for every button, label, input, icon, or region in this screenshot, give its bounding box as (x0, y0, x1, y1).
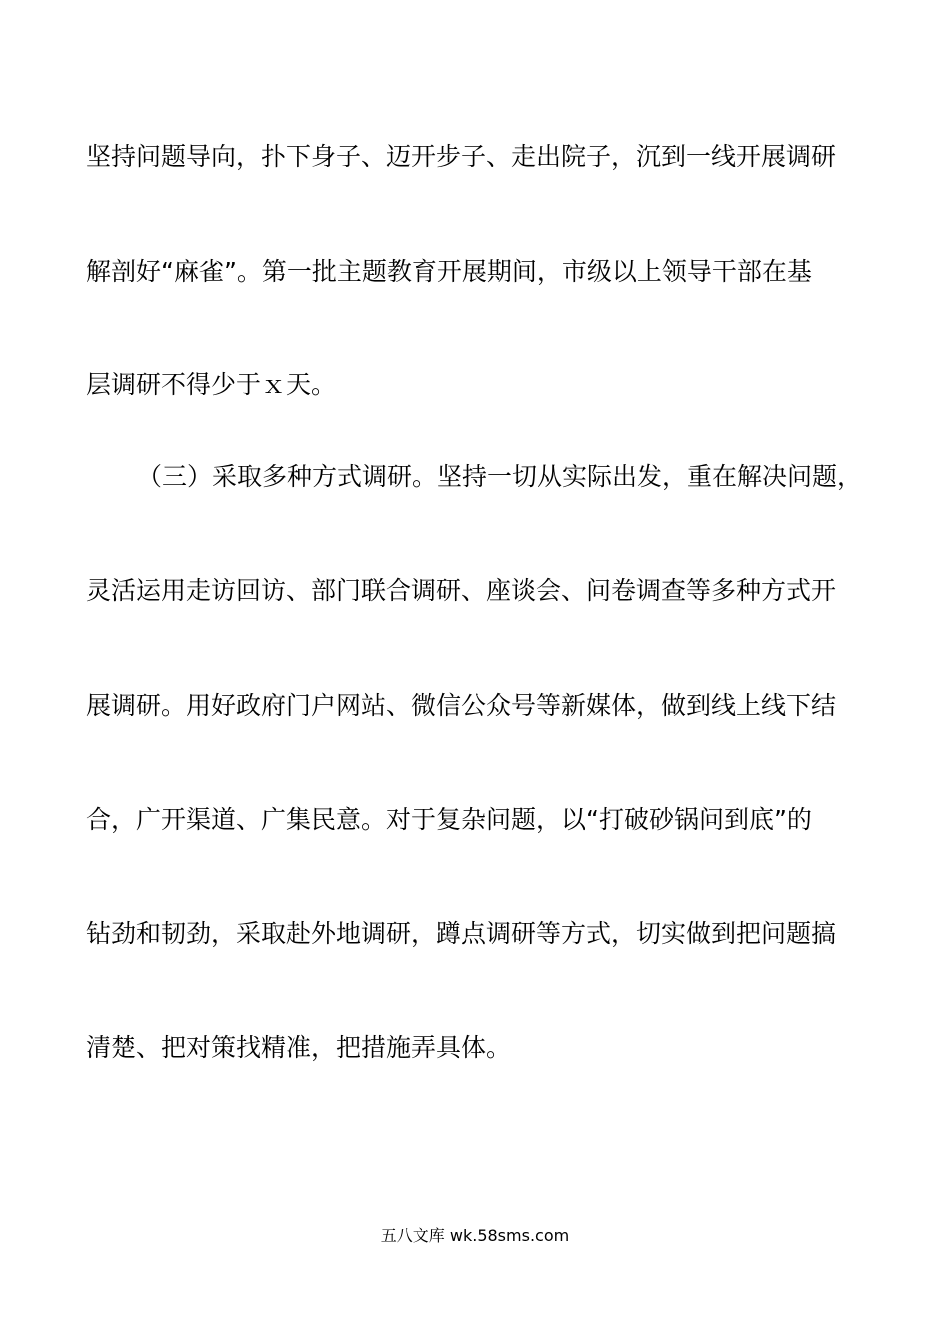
body-text-line: 解剖好“麻雀”。第一批主题教育开展期间，市级以上领导干部在基 (86, 257, 812, 286)
body-text-line: 清楚、把对策找精准，把措施弄具体。 (86, 1033, 512, 1062)
body-text-line: 灵活运用走访回访、部门联合调研、座谈会、问卷调查等多种方式开 (86, 576, 837, 605)
page-footer: 五八文库 wk.58sms.com (380, 1226, 570, 1245)
body-text-line: 层调研不得少于ｘ天。 (86, 370, 337, 399)
body-text-line: 合，广开渠道、广集民意。对于复杂问题，以“打破砂锅问到底”的 (86, 805, 812, 834)
body-text-line: 展调研。用好政府门户网站、微信公众号等新媒体，做到线上线下结 (86, 691, 837, 720)
body-text-line: 坚持问题导向，扑下身子、迈开步子、走出院子，沉到一线开展调研 (86, 142, 837, 171)
body-text-line: 钻劲和韧劲，采取赴外地调研，蹲点调研等方式，切实做到把问题搞 (86, 919, 837, 948)
section-heading-line: （三）采取多种方式调研。坚持一切从实际出发，重在解决问题， (137, 462, 863, 491)
